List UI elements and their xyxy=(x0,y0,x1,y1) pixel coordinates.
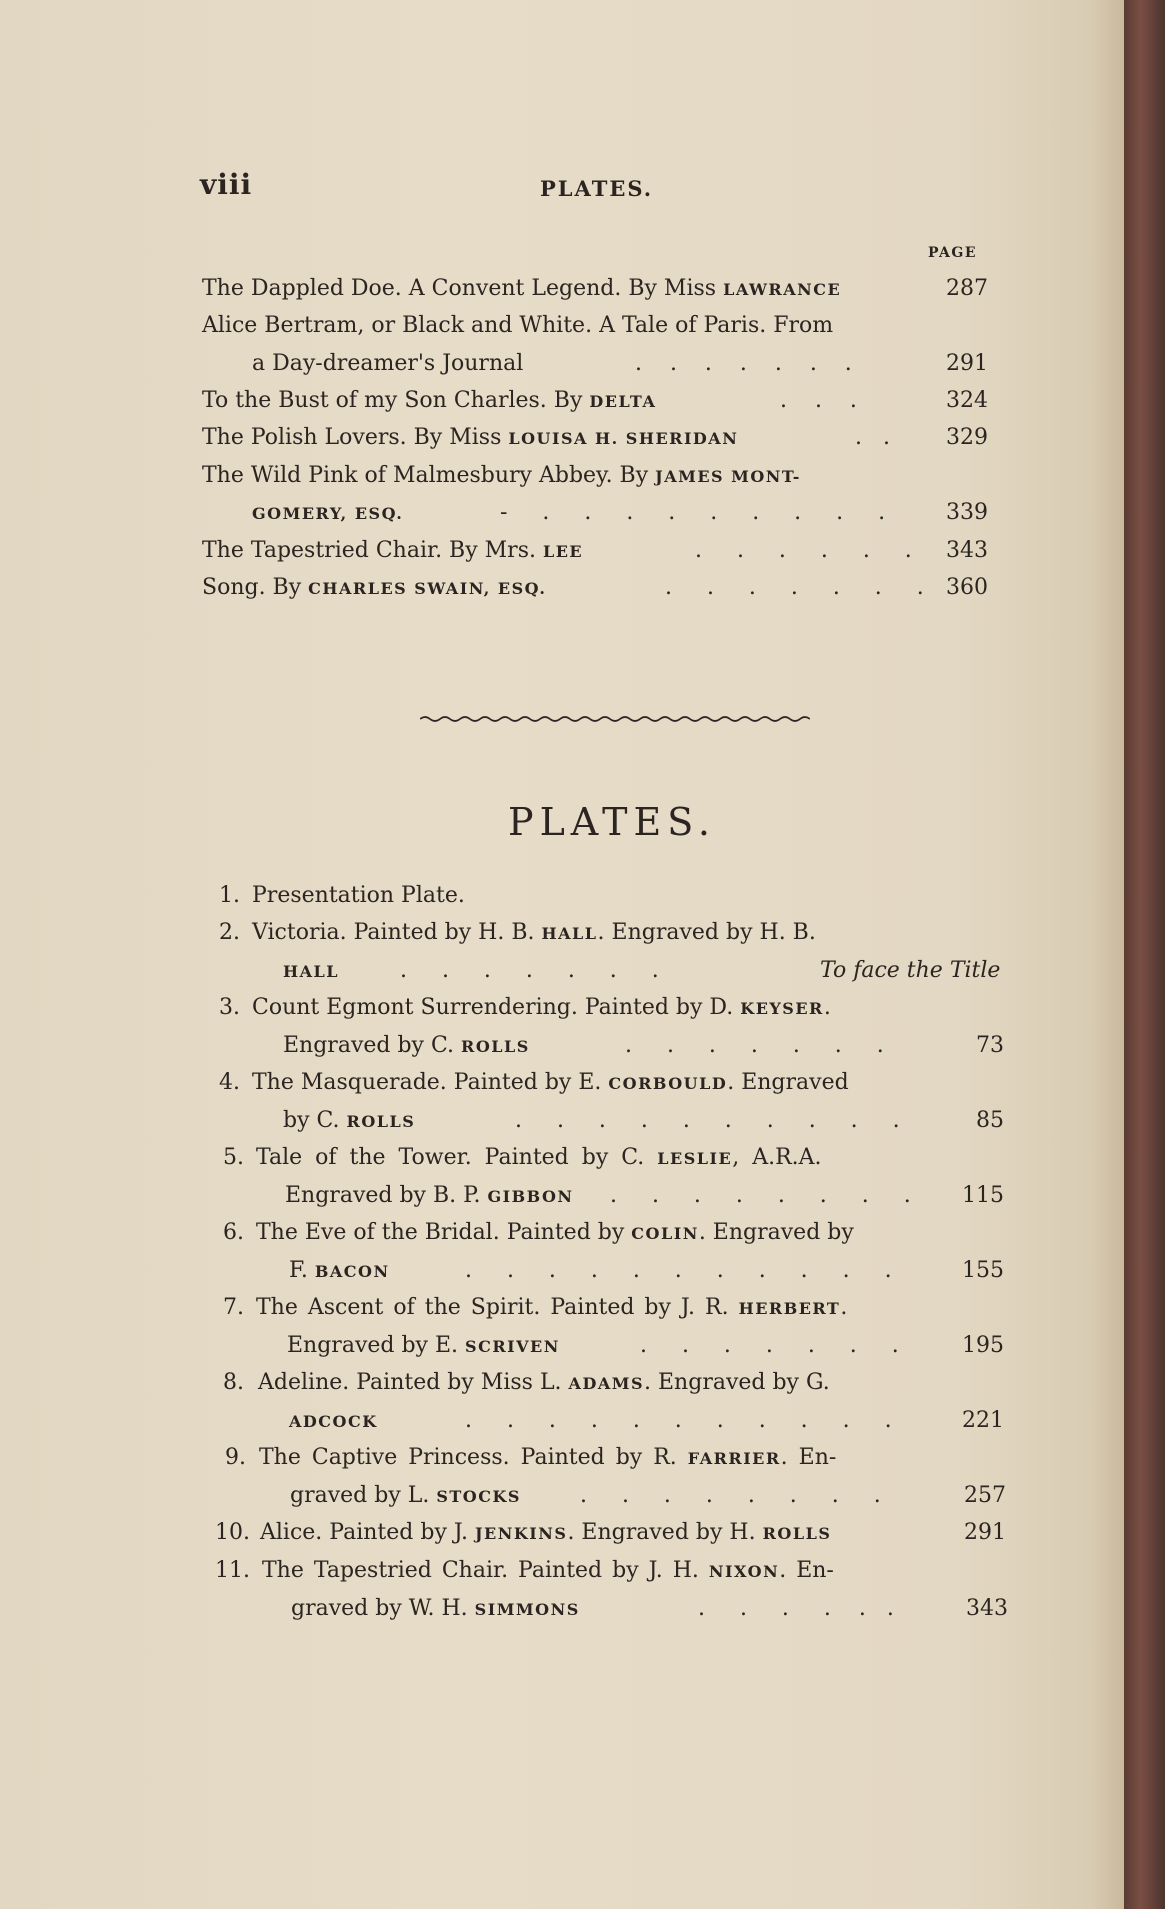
page-number: 360 xyxy=(946,575,988,600)
leader-dots: . . . . . . . . . . . xyxy=(465,1258,892,1283)
contents-entry: The Dappled Doe. A Convent Legend. By Miss LAWRANCE xyxy=(202,276,842,301)
contents-entry: The Wild Pink of Malmesbury Abbey. By JAMES MONT- xyxy=(202,463,801,488)
leader-dots: . . . . . . . . . . . xyxy=(465,1408,892,1433)
page-number: 287 xyxy=(946,276,988,301)
leader-dots: . . . . . . . . xyxy=(610,1183,911,1208)
leader-dots: . . xyxy=(855,425,890,450)
plate-number: 7. xyxy=(223,1295,244,1320)
plate-number: 2. xyxy=(219,920,240,945)
running-head xyxy=(200,168,1004,208)
plate-entry-continuation: Engraved by C. ROLLS xyxy=(283,1033,530,1058)
wavy-rule-ornament xyxy=(420,713,810,725)
leader-dots: . . . . . . xyxy=(695,538,912,563)
plate-number: 10. xyxy=(215,1520,250,1545)
plate-entry: The Captive Princess. Painted by R. FARRIER. En- xyxy=(259,1445,837,1470)
contents-entry-continuation: a Day-dreamer's Journal xyxy=(252,351,524,376)
plate-entry: The Tapestried Chair. Painted by J. H. NIXON. En- xyxy=(262,1558,834,1583)
plate-entry: Presentation Plate. xyxy=(252,883,465,908)
leader-dots: . . . . . . . . . . xyxy=(515,1108,900,1133)
contents-entry: Alice Bertram, or Black and White. A Tale of Paris. From xyxy=(202,313,834,338)
leader-dots: . . . . . . . xyxy=(635,351,852,376)
plate-number: 1. xyxy=(219,883,240,908)
page-column-label: PAGE xyxy=(928,245,977,261)
running-head-title: PLATES. xyxy=(540,176,654,201)
page-number: 257 xyxy=(964,1483,1006,1508)
plate-entry: The Eve of the Bridal. Painted by COLIN. Engraved by xyxy=(256,1220,854,1245)
plate-entry: Victoria. Painted by H. B. HALL. Engraved by H. B. xyxy=(252,920,816,945)
plate-entry: Count Egmont Surrendering. Painted by D. KEYSER. xyxy=(252,995,831,1020)
plate-page-ref: To face the Title xyxy=(820,958,1001,983)
plate-entry: The Ascent of the Spirit. Painted by J. R. HERBERT. xyxy=(256,1295,848,1320)
leader-dots: . . . . . . . . xyxy=(580,1483,881,1508)
leader-dots: . . . . . . . xyxy=(640,1333,899,1358)
plate-number: 5. xyxy=(223,1145,244,1170)
plate-entry: Alice. Painted by J. JENKINS. Engraved by H. ROLLS xyxy=(260,1520,832,1545)
page-number: 343 xyxy=(966,1596,1008,1621)
plate-entry-continuation: graved by L. STOCKS xyxy=(290,1483,521,1508)
contents-entry: To the Bust of my Son Charles. By DELTA xyxy=(202,388,657,413)
contents-entry: The Polish Lovers. By Miss LOUISA H. SHERIDAN xyxy=(202,425,739,450)
leader-dots: - . . . . . . . . . xyxy=(500,500,886,525)
page-number: 85 xyxy=(976,1108,1004,1133)
contents-entry: Song. By CHARLES SWAIN, ESQ. xyxy=(202,575,547,600)
page-number: 115 xyxy=(962,1183,1004,1208)
page-number: 155 xyxy=(962,1258,1004,1283)
plate-number: 9. xyxy=(225,1445,246,1470)
page-number: 339 xyxy=(946,500,988,525)
plate-number: 4. xyxy=(219,1070,240,1095)
folio: viii xyxy=(200,168,253,201)
plate-entry-continuation: graved by W. H. SIMMONS xyxy=(291,1596,580,1621)
page-number: 291 xyxy=(946,351,988,376)
plate-entry-continuation: F. BACON xyxy=(289,1258,390,1283)
plate-entry-continuation: ADCOCK xyxy=(289,1412,378,1431)
section-title: PLATES. xyxy=(508,800,717,844)
plate-number: 6. xyxy=(223,1220,244,1245)
contents-entry: The Tapestried Chair. By Mrs. LEE xyxy=(202,538,584,563)
page-number: 221 xyxy=(962,1408,1004,1433)
plate-entry-continuation: HALL xyxy=(283,962,340,981)
leader-dots: . . . xyxy=(780,388,857,413)
plate-number: 11. xyxy=(215,1558,250,1583)
leader-dots: . . . . . . . xyxy=(400,958,659,983)
leader-dots: . . . . . . . xyxy=(625,1033,884,1058)
plate-entry-continuation: Engraved by B. P. GIBBON xyxy=(285,1183,574,1208)
plate-entry: Tale of the Tower. Painted by C. LESLIE, A.R.A. xyxy=(256,1145,822,1170)
plate-entry: Adeline. Painted by Miss L. ADAMS. Engraved by G. xyxy=(258,1370,830,1395)
leader-dots: . . . . . . xyxy=(698,1596,894,1621)
contents-entry-continuation: GOMERY, ESQ. xyxy=(252,504,404,523)
page-number: 73 xyxy=(976,1033,1004,1058)
plate-number: 8. xyxy=(223,1370,244,1395)
page-number: 329 xyxy=(946,425,988,450)
page-number: 343 xyxy=(946,538,988,563)
page-number: 195 xyxy=(962,1333,1004,1358)
plate-entry-continuation: by C. ROLLS xyxy=(283,1108,416,1133)
page-number: 291 xyxy=(964,1520,1006,1545)
page-number: 324 xyxy=(946,388,988,413)
leader-dots: . . . . . . . xyxy=(665,575,924,600)
plate-entry-continuation: Engraved by E. SCRIVEN xyxy=(287,1333,560,1358)
plate-entry: The Masquerade. Painted by E. CORBOULD. Engraved xyxy=(252,1070,849,1095)
plate-number: 3. xyxy=(219,995,240,1020)
book-spine-edge xyxy=(1124,0,1165,1909)
